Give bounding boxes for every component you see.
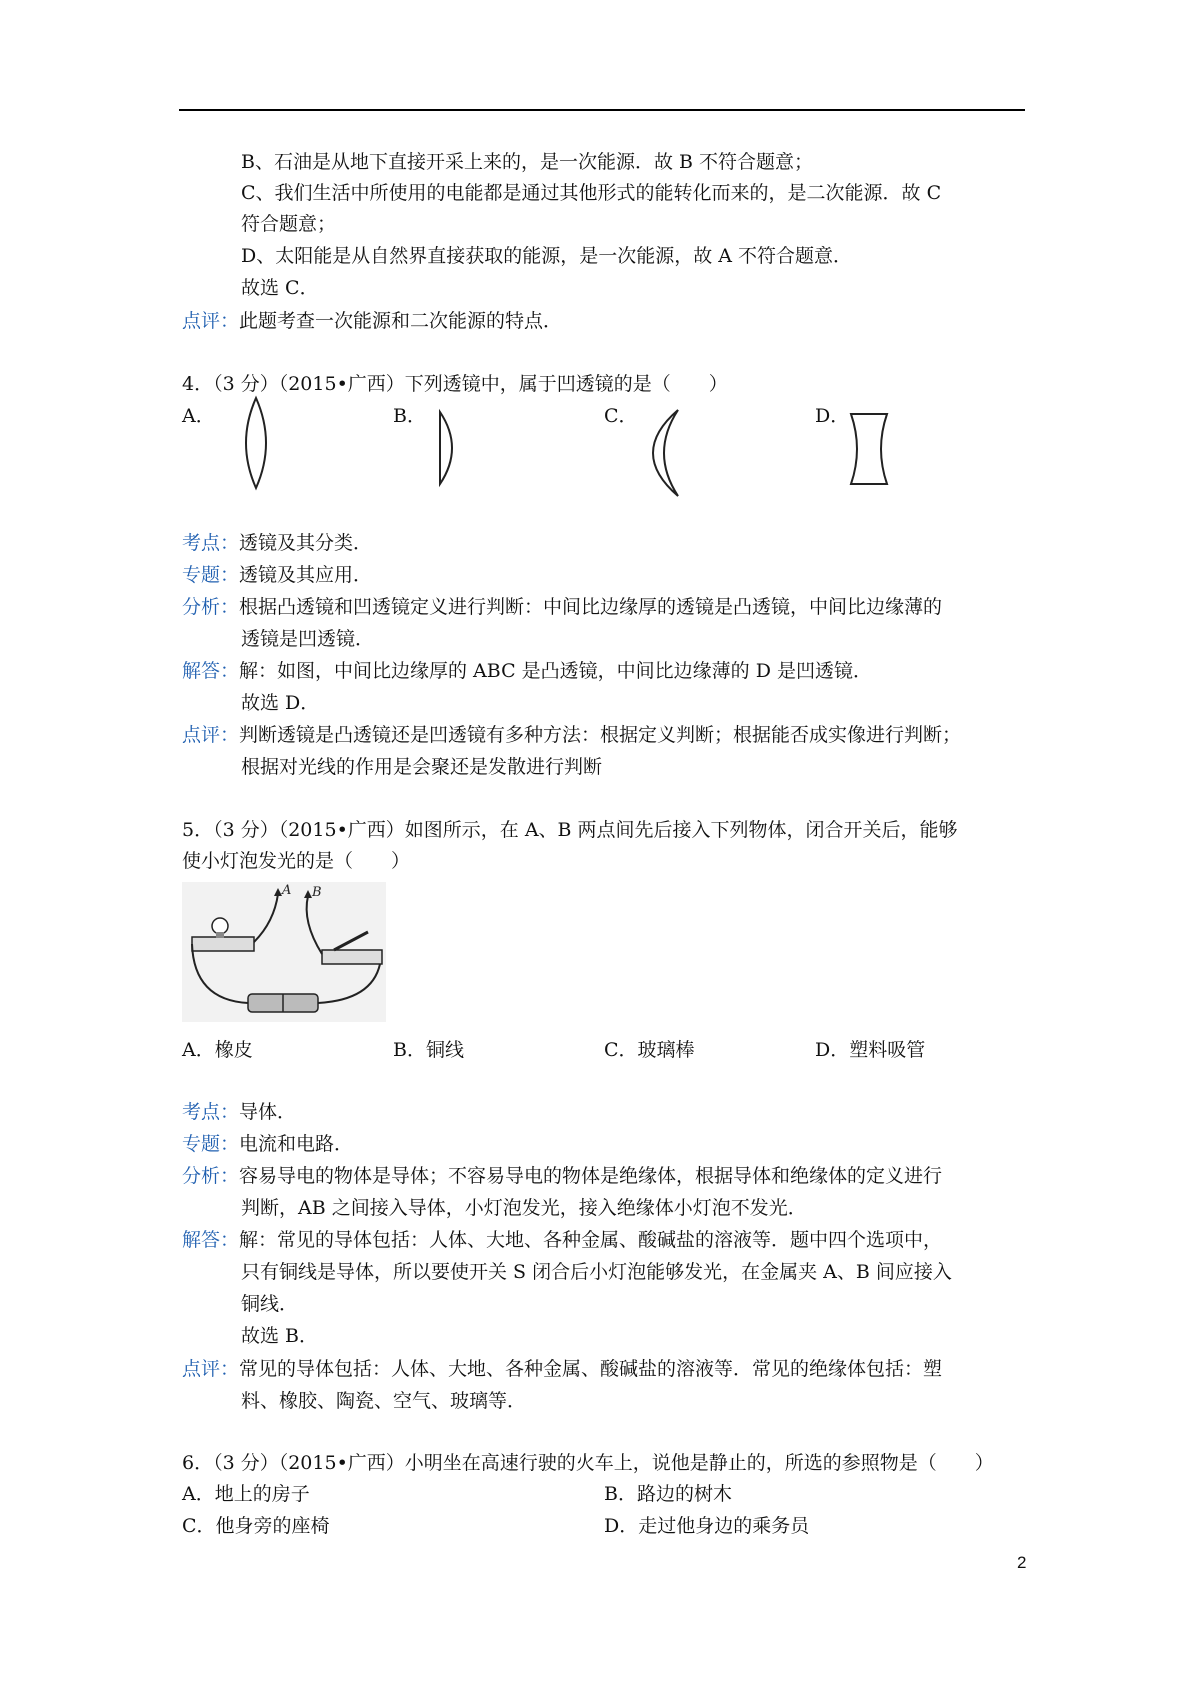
q5-zhuanti xyxy=(182,1132,353,1156)
plano-convex-lens-figure xyxy=(436,410,466,486)
q4-option-b: B． xyxy=(393,405,426,427)
dianping-text: 常见的导体包括：人体、大地、各种金属、酸碱盐的溶液等．常见的绝缘体包括：塑 xyxy=(239,1358,943,1380)
circuit-figure xyxy=(182,882,386,1022)
zhuanti-label: 专题： xyxy=(182,1133,240,1155)
jieda-label: 解答： xyxy=(182,660,240,682)
kaodian-text: 导体． xyxy=(239,1101,297,1123)
zhuanti-label: 专题： xyxy=(182,564,240,586)
jieda-label: 解答： xyxy=(182,1229,240,1251)
q5-jieda xyxy=(182,1228,942,1252)
dianping-label: 点评： xyxy=(182,724,240,746)
kaodian-label: 考点： xyxy=(182,532,240,554)
q4-option-d: D． xyxy=(815,405,850,427)
q4-jieda xyxy=(182,659,872,683)
q4-fenxi-cont: 透镜是凹透镜． xyxy=(241,628,375,650)
q6-stem: 6．（3 分）（2015•广西）小明坐在高速行驶的火车上，说他是静止的，所选的参照物是（ ） xyxy=(182,1452,994,1474)
circuit-label-a: A xyxy=(282,883,292,898)
biconcave-lens-figure xyxy=(849,412,889,486)
jieda-text: 解：如图，中间比边缘厚的 ABC 是凸透镜，中间比边缘薄的 D 是凹透镜． xyxy=(239,660,872,682)
q4-option-a: A． xyxy=(182,405,215,427)
q6-option-c: C．他身旁的座椅 xyxy=(182,1515,330,1537)
q4-dianping-cont: 根据对光线的作用是会聚还是发散进行判断 xyxy=(241,756,603,778)
fenxi-text: 容易导电的物体是导体；不容易导电的物体是绝缘体，根据导体和绝缘体的定义进行 xyxy=(239,1165,943,1187)
comment-label: 点评： xyxy=(182,310,240,332)
q3-option-d-explanation: D、太阳能是从自然界直接获取的能源，是一次能源，故 A 不符合题意． xyxy=(241,245,853,267)
header-rule xyxy=(179,109,1025,111)
comment-text: 此题考查一次能源和二次能源的特点． xyxy=(239,310,563,332)
q5-option-c: C．玻璃棒 xyxy=(604,1039,695,1061)
zhuanti-text: 透镜及其应用． xyxy=(239,564,373,586)
zhuanti-text: 电流和电路． xyxy=(239,1133,354,1155)
q3-option-c-explanation: C、我们生活中所使用的电能都是通过其他形式的能转化而来的，是二次能源．故 C xyxy=(241,182,942,204)
dianping-text: 判断透镜是凸透镜还是凹透镜有多种方法：根据定义判断；根据能否成实像进行判断； xyxy=(239,724,962,746)
q5-dianping xyxy=(182,1357,942,1381)
q5-stem: 5．（3 分）（2015•广西）如图所示，在 A、B 两点间先后接入下列物体，闭合开关后，能够 xyxy=(182,819,958,841)
kaodian-label: 考点： xyxy=(182,1101,240,1123)
q6-option-b: B．路边的树木 xyxy=(604,1483,732,1505)
q3-comment xyxy=(182,309,562,333)
jieda-text: 解：常见的导体包括：人体、大地、各种金属、酸碱盐的溶液等．题中四个选项中， xyxy=(239,1229,943,1251)
q3-option-c-explanation-cont: 符合题意； xyxy=(241,213,337,235)
q4-option-c: C． xyxy=(604,405,638,427)
q5-dianping-cont: 料、橡胶、陶瓷、空气、玻璃等． xyxy=(241,1390,527,1412)
q4-dianping xyxy=(182,723,961,747)
q5-fenxi xyxy=(182,1164,942,1188)
q4-fenxi xyxy=(182,595,942,619)
q4-answer: 故选 D． xyxy=(241,692,320,714)
q5-option-d: D．塑料吸管 xyxy=(815,1039,926,1061)
kaodian-text: 透镜及其分类． xyxy=(239,532,373,554)
q5-option-a: A．橡皮 xyxy=(182,1039,253,1061)
q5-fenxi-cont: 判断，AB 之间接入导体，小灯泡发光，接入绝缘体小灯泡不发光． xyxy=(241,1197,807,1219)
q5-answer: 故选 B． xyxy=(241,1325,319,1347)
q4-stem: 4．（3 分）（2015•广西）下列透镜中，属于凹透镜的是（ ） xyxy=(182,373,728,395)
page-number: 2 xyxy=(1017,1553,1027,1572)
q4-zhuanti xyxy=(182,563,372,587)
q4-kaodian xyxy=(182,531,372,555)
q3-option-b-explanation: B、石油是从地下直接开采上来的，是一次能源．故 B 不符合题意； xyxy=(241,151,814,173)
q5-jieda-cont: 只有铜线是导体，所以要使开关 S 闭合后小灯泡能够发光，在金属夹 A、B 间应接入 xyxy=(241,1261,952,1283)
q5-option-b: B．铜线 xyxy=(393,1039,464,1061)
fenxi-label: 分析： xyxy=(182,596,240,618)
fenxi-label: 分析： xyxy=(182,1165,240,1187)
circuit-label-b: B xyxy=(312,885,322,900)
biconvex-lens-figure xyxy=(236,396,276,490)
dianping-label: 点评： xyxy=(182,1358,240,1380)
q5-kaodian xyxy=(182,1100,296,1124)
q5-jieda-cont2: 铜线． xyxy=(241,1293,299,1315)
q6-option-d: D．走过他身边的乘务员 xyxy=(604,1515,810,1537)
fenxi-text: 根据凸透镜和凹透镜定义进行判断：中间比边缘厚的透镜是凸透镜，中间比边缘薄的 xyxy=(239,596,943,618)
meniscus-lens-figure xyxy=(638,408,686,498)
q3-answer: 故选 C． xyxy=(241,277,319,299)
q5-stem-cont: 使小灯泡发光的是（ ） xyxy=(182,850,411,872)
q6-option-a: A．地上的房子 xyxy=(182,1483,310,1505)
